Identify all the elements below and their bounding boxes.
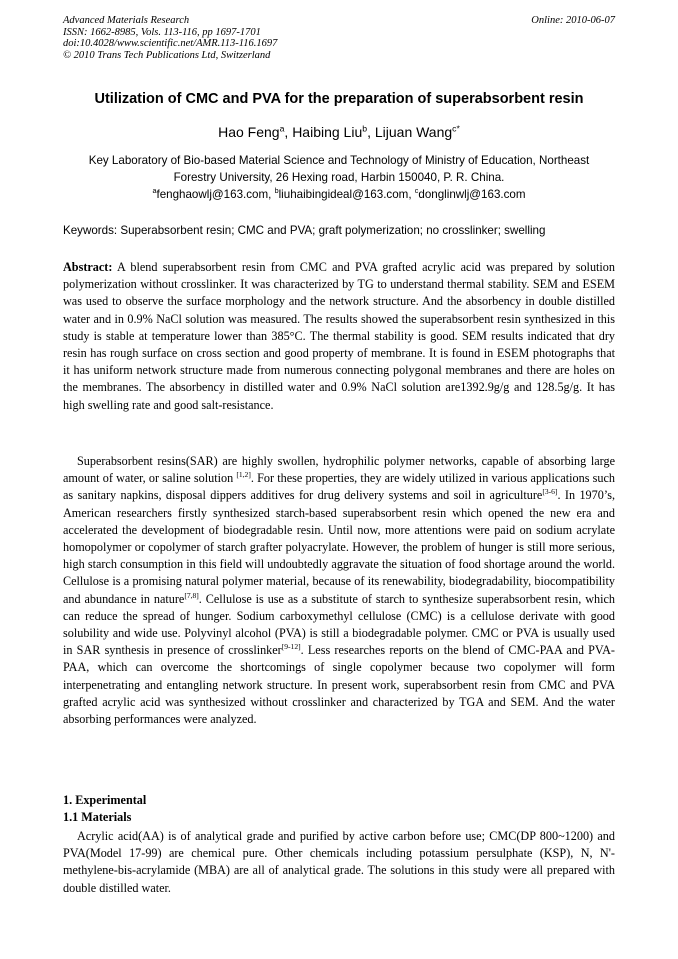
email-link[interactable]: fenghaowlj@163.com — [156, 188, 269, 201]
citation: [1,2] — [236, 470, 251, 480]
journal-header — [63, 15, 615, 61]
paper-title: Utilization of CMC and PVA for the preparation of superabsorbent resin — [94, 91, 584, 107]
author-list — [63, 124, 615, 140]
copyright-line: © 2010 Trans Tech Publications Ltd, Switzerland — [63, 49, 271, 61]
subsection-heading: 1.1 Materials — [63, 810, 132, 824]
author: Lijuan Wang$^{c*}$ — [374, 123, 460, 140]
section-heading: 1. Experimental — [63, 793, 147, 807]
author: Haibing Liu$^b$, — [292, 123, 375, 140]
author-emails: $^a$fenghaowlj@163.com, $^b$liuhaibingideal@163.com, $^c$donglinwlj@163.com — [152, 186, 526, 201]
issn-line: ISSN: 1662-8985, Vols. 113-116, pp 1697-1701 — [63, 26, 261, 38]
online-date: Online: 2010-06-07 — [531, 15, 615, 26]
citation: [3-6] — [542, 487, 558, 497]
affiliation-line: Forestry University, 26 Hexing road, Harbin 150040, P. R. China. — [173, 171, 505, 184]
materials-paragraph: Acrylic acid(AA) is of analytical grade and purified by active carbon before use; CMC(DP 800~1200) and PVA(Model 17-99) are chemical pure. Other chemicals including potassium persulphate (KSP), N, N'-methylene-bis-acrylamide (MBA) are all of analytical grade. The solutions in this study were all prepared with double distilled water. — [63, 829, 615, 895]
citation: [7,8] — [184, 590, 199, 600]
introduction-paragraph: Superabsorbent resins(SAR) are highly swollen, hydrophilic polymer networks, capable of absorbing large amount of water, or saline solution [1,2]. For these properties, they are widely utilized in various applications such as sanitary napkins, disposal dippers additives for drug delivery systems and soil in agriculture[3-6]. In 1970’s, American researchers firstly synthesized starch-based superabsorbent resin which opened the new era and accelerated the development of biodegradable resin. Until now, more attentions were paid on sodium acrylate homopolymer or copolymer of starch grafter polyacrylate. However, the problem of hunger is still more serious, high starch consumption in this field will undoubtedly aggravate the situation of food shortage around the world. Cellulose is a promising natural polymer material, because of its renewability, biodegradability, biocompatibility and abundance in nature[7,8]. Cellulose is use as a substitute of starch to synthesize superabsorbent resin, which can reduce the spread of hunger. Sodium carboxymethyl cellulose (CMC) is a cellulose derivate with good solubility and wide use. Polyvinyl alcohol (PVA) is still a biodegradable polymer. CMC or PVA is usually used in SAR synthesis in presence of crosslinker[9-12]. Less researches reports on the blend of CMC-PAA and PVA-PAA, which can overcome the shortcomings of single copolymer because two copolymer will form interpenetrating and entangling network structure. In present work, superabsorbent resin from CMC and PVA grafted acrylic acid was synthesized without crosslinker and characterized by TGA and SEM. And the water absorbing performances were analyzed. — [63, 454, 615, 727]
citation: [9-12] — [281, 642, 301, 652]
affiliation — [63, 152, 615, 203]
affiliation-line: Key Laboratory of Bio-based Material Science and Technology of Ministry of Education, Northeast — [88, 154, 590, 167]
email-link[interactable]: liuhaibingideal@163.com — [278, 188, 409, 201]
abstract-text: A blend superabsorbent resin from CMC and PVA grafted acrylic acid was prepared by solution polymerization without crosslinker. It was characterized by TG to understand thermal stability. SEM and ESEM was used to observe the surface morphology and the network structure. And the absorbency in double distilled water and in 0.9% NaCl solution was measured. The results showed the superabsorbent resin synthesized in this study is stable at temperature lower than 385°C. The thermal stability is good. SEM results indicated that dry resin has rough surface on cross section and good property of membrane. It is found in ESEM photographs that it has uniform network structure made from numerous connecting polygonal membranes and there are holes on the membranes. The absorbency in distilled water and 0.9% NaCl solution are1392.9g/g and 128.5g/g. It has high swelling rate and good salt-resistance. — [63, 260, 615, 412]
keywords: Keywords: Superabsorbent resin; CMC and PVA; graft polymerization; no crosslinker; swelling — [63, 224, 546, 237]
abstract — [63, 259, 615, 414]
email-link[interactable]: donglinwlj@163.com — [418, 188, 526, 201]
author: Hao Feng$^a$, — [218, 123, 293, 140]
journal-name: Advanced Materials Research — [63, 15, 190, 26]
doi-line: doi:10.4028/www.scientific.net/AMR.113-116.1697 — [63, 38, 278, 49]
abstract-label: Abstract: — [63, 260, 113, 274]
